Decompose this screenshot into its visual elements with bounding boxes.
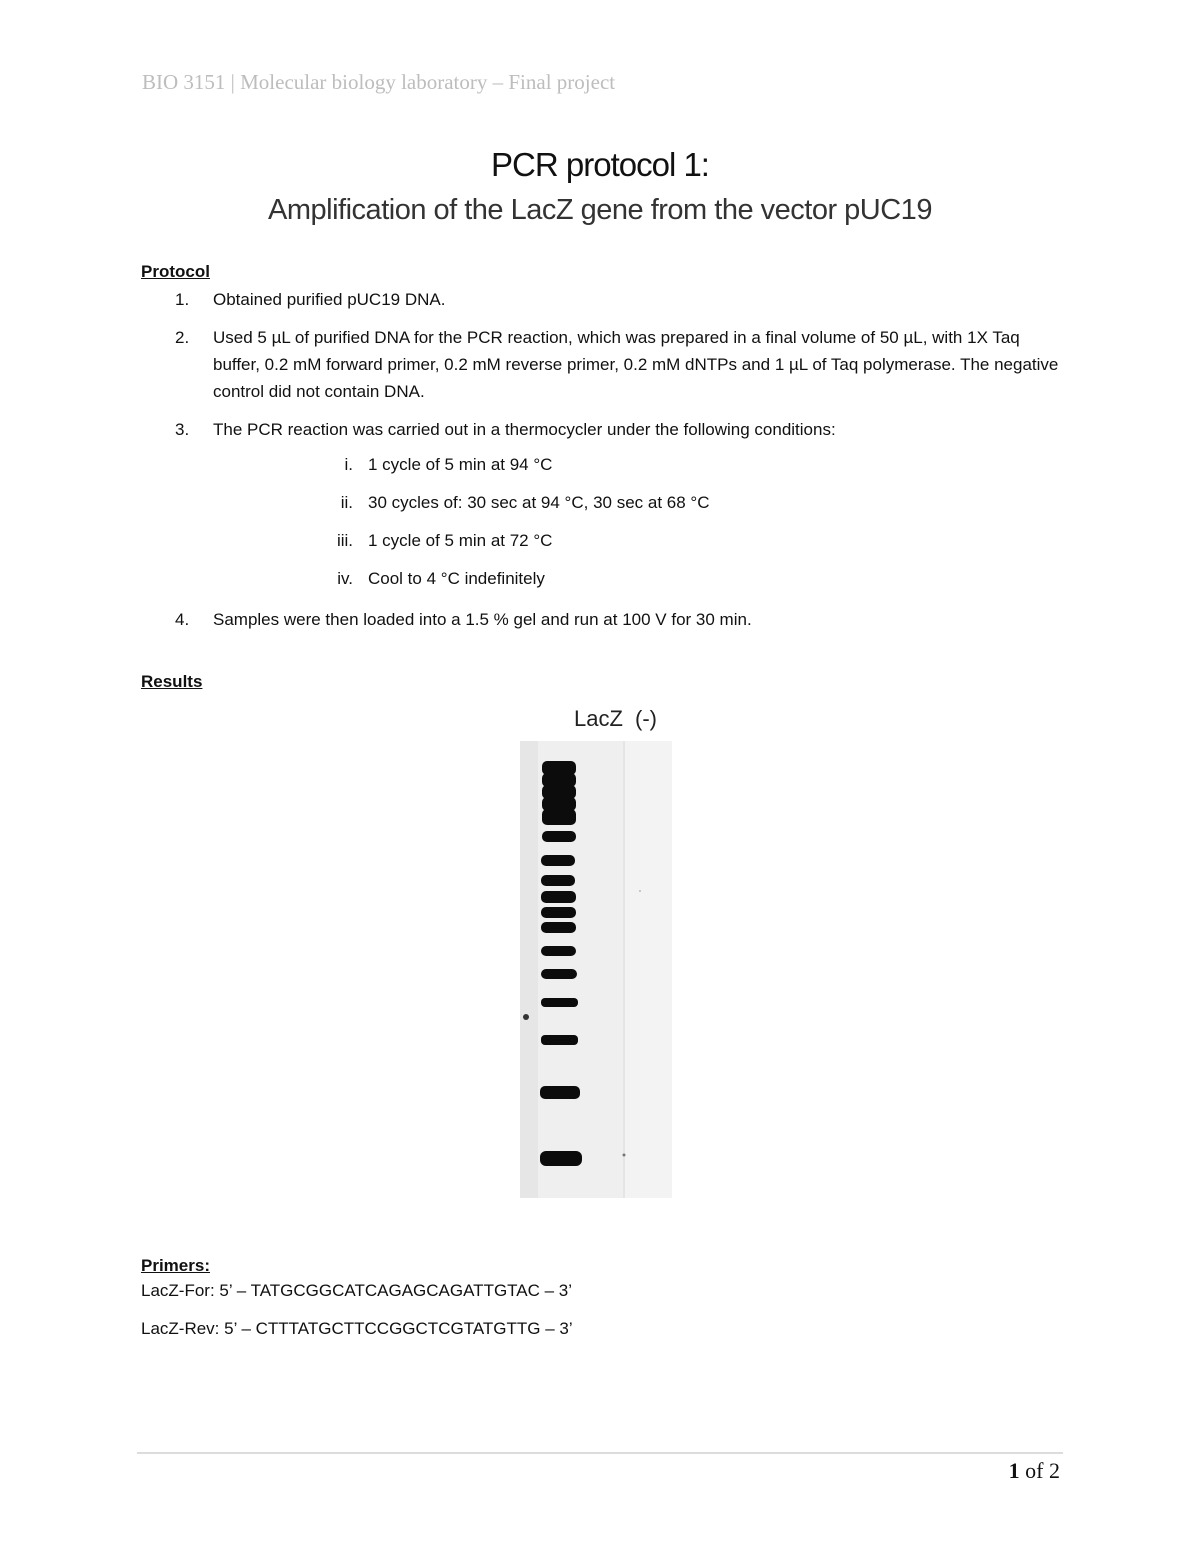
- condition-text: 1 cycle of 5 min at 94 °C: [368, 455, 553, 474]
- gel-lane-shade: [625, 741, 672, 1198]
- page-current: 1: [1008, 1458, 1020, 1483]
- ladder-band: [542, 785, 576, 799]
- ladder-band: [541, 891, 576, 903]
- primer-reverse: LacZ-Rev: 5’ – CTTTATGCTTCCGGCTCGTATGTTG – 3’: [141, 1319, 573, 1338]
- step-text: The PCR reaction was carried out in a thermocycler under the following conditions:: [213, 420, 836, 439]
- ladder-band: [542, 809, 576, 825]
- ladder-band: [542, 761, 576, 775]
- document-subtitle: Amplification of the LacZ gene from the vector pUC19: [268, 194, 932, 226]
- ladder-band: [541, 922, 576, 933]
- step-number: 4.: [175, 610, 190, 629]
- ladder-band: [541, 1035, 578, 1045]
- gel-speck: [639, 890, 641, 892]
- gel-image: [520, 741, 672, 1198]
- primer-forward: LacZ-For: 5’ – TATGCGGCATCAGAGCAGATTGTAC – 3’: [141, 1281, 573, 1300]
- results-heading: Results: [141, 672, 203, 691]
- ladder-band: [541, 907, 576, 918]
- ladder-band: [541, 875, 575, 886]
- gel-speck: [523, 1014, 529, 1020]
- page-total: of 2: [1025, 1458, 1060, 1483]
- step-text: Samples were then loaded into a 1.5 % gel and run at 100 V for 30 min.: [213, 610, 752, 629]
- protocol-heading: Protocol: [141, 262, 210, 281]
- document-title: PCR protocol 1:: [491, 146, 709, 183]
- ladder-band: [541, 998, 578, 1007]
- condition-number: ii.: [340, 493, 353, 512]
- ladder-band: [541, 969, 577, 979]
- condition-text: 1 cycle of 5 min at 72 °C: [368, 531, 553, 550]
- page-number: [1009, 1458, 1060, 1484]
- step-number: 1.: [175, 290, 190, 309]
- primers-heading: Primers:: [141, 1256, 210, 1275]
- footer-divider: [137, 1452, 1063, 1454]
- gel-edge-shade: [520, 741, 538, 1198]
- ladder-band: [541, 855, 575, 866]
- gel-speck: [623, 1154, 626, 1157]
- ladder-band: [542, 773, 576, 787]
- step-number: 3.: [175, 420, 190, 439]
- ladder-band: [541, 946, 576, 956]
- step-text: Obtained purified pUC19 DNA.: [213, 290, 446, 309]
- running-header: BIO 3151 | Molecular biology laboratory – Final project: [142, 70, 616, 94]
- condition-number: iv.: [337, 569, 353, 588]
- condition-number: i.: [344, 455, 353, 474]
- condition-number: iii.: [336, 531, 353, 550]
- condition-text: 30 cycles of: 30 sec at 94 °C, 30 sec at 68 °C: [368, 493, 710, 512]
- ladder-band: [542, 797, 576, 811]
- ladder-band: [540, 1086, 580, 1099]
- gel-lane-labels: LacZ (-): [574, 706, 657, 731]
- step-text: Used 5 µL of purified DNA for the PCR reaction, which was prepared in a final volume of 50 µL, with 1X Taq buffer, 0.2 mM forward primer, 0.2 mM reverse primer, 0.2 mM dNTPs and 1 µL of Taq polymerase. The negative control did not contain DNA.: [213, 328, 1059, 401]
- ladder-band: [540, 1151, 582, 1166]
- ladder-band: [542, 831, 576, 842]
- condition-text: Cool to 4 °C indefinitely: [368, 569, 545, 588]
- step-number: 2.: [175, 328, 190, 347]
